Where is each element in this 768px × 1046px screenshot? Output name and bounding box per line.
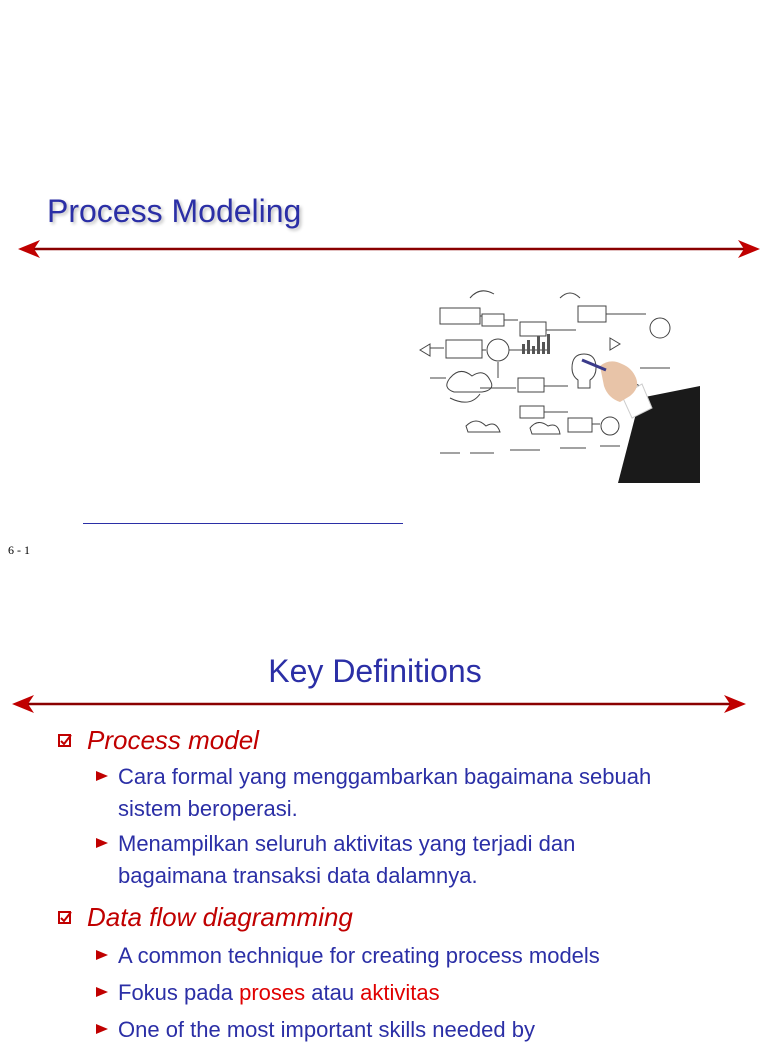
bullet-label: Process model (87, 725, 259, 755)
bullet-label: Data flow diagramming (87, 902, 353, 932)
slide-title: Key Definitions (268, 653, 482, 689)
subbullet-text: One of the most important skills needed by (118, 1017, 535, 1042)
slide-title: Process Modeling (47, 193, 302, 229)
arrow-bullet-icon (95, 1022, 109, 1036)
arrow-bullet-icon (95, 985, 109, 999)
double-arrow-divider (18, 238, 760, 260)
arrow-bullet-icon (95, 836, 109, 850)
subbullet-text: Cara formal yang menggambarkan bagaimana sebuah sistem beroperasi. (118, 764, 652, 821)
subbullet-text: Fokus pada proses atau aktivitas (118, 980, 440, 1005)
arrow-bullet-icon (95, 948, 109, 962)
highlight-text: aktivitas (360, 980, 440, 1005)
subbullet-text: Menampilkan seluruh aktivitas yang terjadi dan bagaimana transaksi data dalamnya. (118, 831, 576, 888)
slide-number: 6 - 1 (8, 543, 30, 557)
slide-key-definitions (0, 595, 768, 1042)
highlight-text: proses (239, 980, 306, 1005)
checkbox-bullet-icon (58, 734, 72, 748)
subbullet-text: A common technique for creating process models (118, 943, 600, 968)
checkbox-bullet-icon (58, 911, 72, 925)
double-arrow-divider (12, 693, 746, 715)
hand-drawing-flowchart-illustration (410, 278, 700, 488)
arrow-bullet-icon (95, 769, 109, 783)
footer-rule (83, 523, 403, 524)
